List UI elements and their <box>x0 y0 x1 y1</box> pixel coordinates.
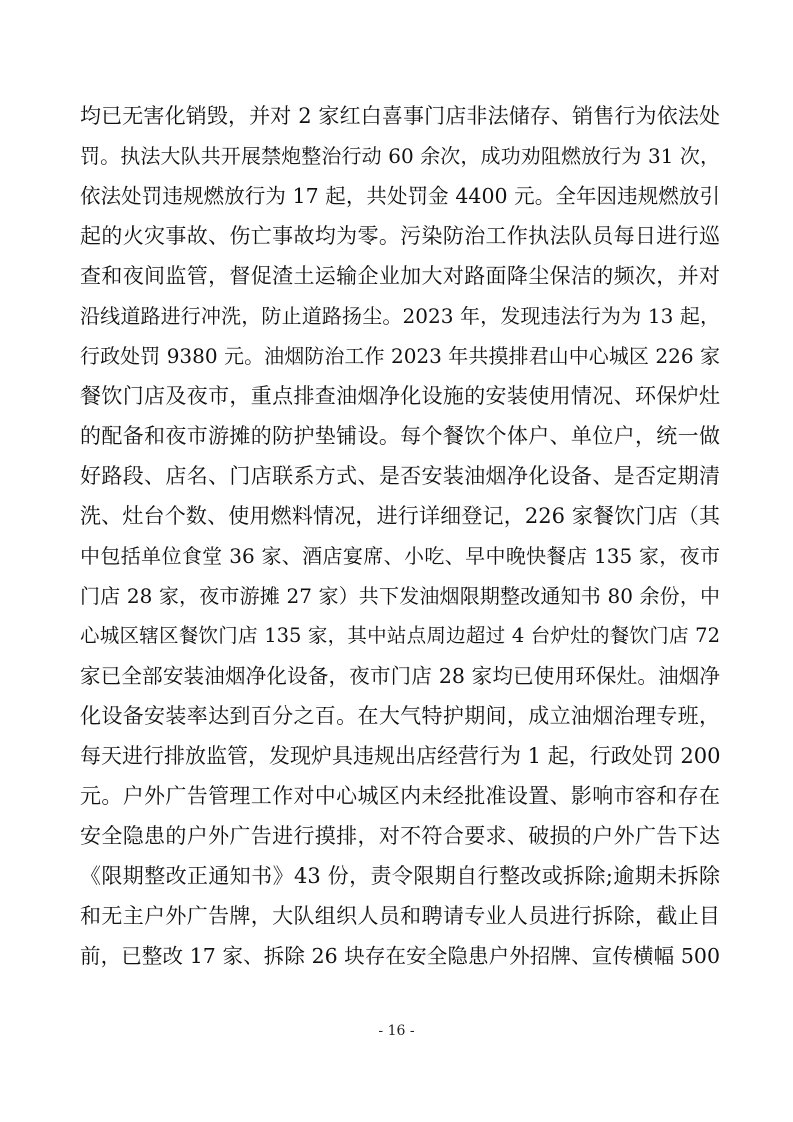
body-paragraph <box>80 96 720 976</box>
text-line: 起的火灾事故、伤亡事故均为零。污染防治工作执法队员每日进行巡 <box>80 224 720 248</box>
text-line: 门店 28 家，夜市游摊 27 家）共下发油烟限期整改通知书 80 余份，中 <box>80 584 720 608</box>
text-line: 依法处罚违规燃放行为 17 起，共处罚金 4400 元。全年因违规燃放引 <box>80 184 720 208</box>
text-line: 的配备和夜市游摊的防护垫铺设。每个餐饮个体户、单位户，统一做 <box>80 424 720 448</box>
text-line: 每天进行排放监管，发现炉具违规出店经营行为 1 起，行政处罚 200 <box>80 744 720 768</box>
page-number: - 16 - <box>378 1023 415 1039</box>
text-line: 餐饮门店及夜市，重点排查油烟净化设施的安装使用情况、环保炉灶 <box>80 384 720 408</box>
text-line: 元。户外广告管理工作对中心城区内未经批准设置、影响市容和存在 <box>80 784 720 808</box>
text-line: 好路段、店名、门店联系方式、是否安装油烟净化设备、是否定期清 <box>80 464 720 488</box>
text-line: 家已全部安装油烟净化设备，夜市门店 28 家均已使用环保灶。油烟净 <box>80 664 720 688</box>
text-line: 洗、灶台个数、使用燃料情况，进行详细登记，226 家餐饮门店（其 <box>80 504 720 528</box>
text-line: 和无主户外广告牌，大队组织人员和聘请专业人员进行拆除，截止目 <box>80 904 720 928</box>
text-line: 沿线道路进行冲洗，防止道路扬尘。2023 年，发现违法行为为 13 起， <box>80 304 720 328</box>
text-line: 安全隐患的户外广告进行摸排，对不符合要求、破损的户外广告下达 <box>80 824 720 848</box>
text-line: 均已无害化销毁，并对 2 家红白喜事门店非法储存、销售行为依法处 <box>80 104 720 128</box>
text-line: 前，已整改 17 家、拆除 26 块存在安全隐患户外招牌、宣传横幅 500 <box>80 944 720 968</box>
text-line: 中包括单位食堂 36 家、酒店宴席、小吃、早中晚快餐店 135 家，夜市 <box>80 544 720 568</box>
text-line: 《限期整改正通知书》43 份，责令限期自行整改或拆除;逾期未拆除 <box>80 864 720 888</box>
text-line: 查和夜间监管，督促渣土运输企业加大对路面降尘保洁的频次，并对 <box>80 264 720 288</box>
text-line: 化设备安装率达到百分之百。在大气特护期间，成立油烟治理专班， <box>80 704 720 728</box>
text-line: 行政处罚 9380 元。油烟防治工作 2023 年共摸排君山中心城区 226 家 <box>80 344 720 368</box>
text-line: 心城区辖区餐饮门店 135 家，其中站点周边超过 4 台炉灶的餐饮门店 72 <box>80 624 720 647</box>
text-line: 罚。执法大队共开展禁炮整治行动 60 余次，成功劝阻燃放行为 31 次， <box>80 144 720 168</box>
